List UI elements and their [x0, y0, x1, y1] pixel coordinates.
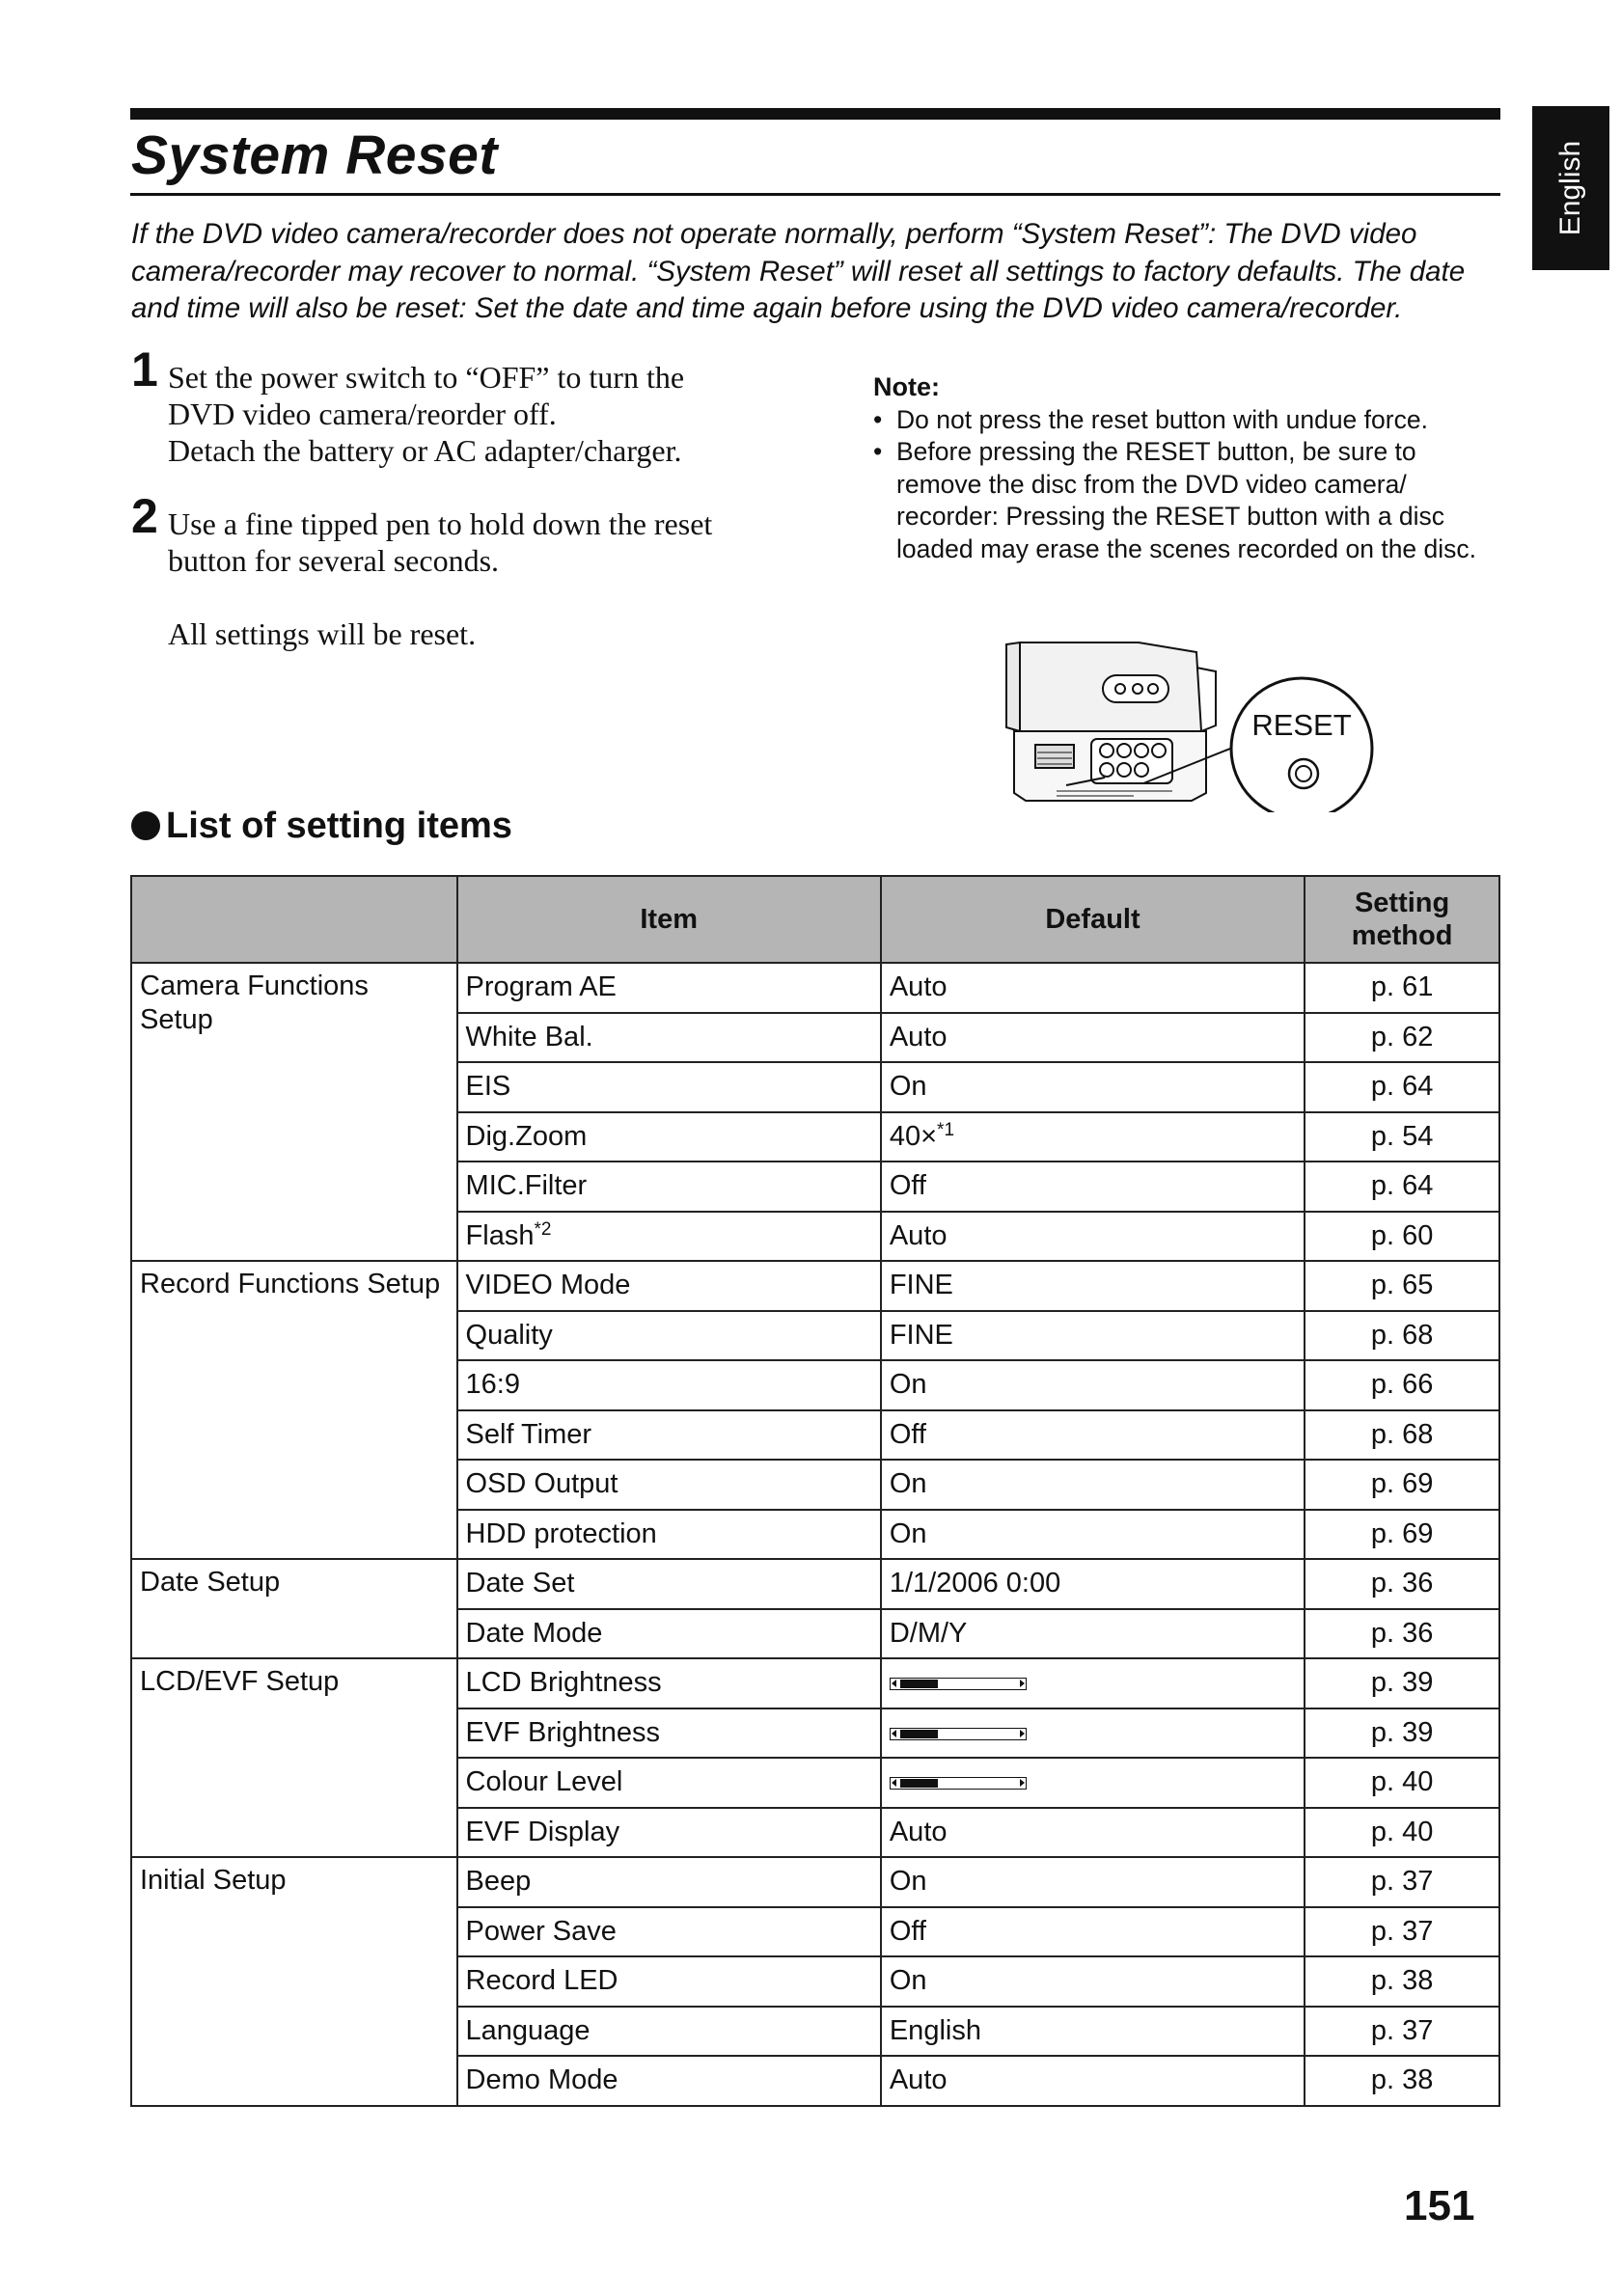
- default-value: 1/1/2006 0:00: [889, 1568, 1061, 1599]
- page-ref-cell: p. 36: [1305, 1559, 1499, 1609]
- default-cell: [881, 1311, 1305, 1361]
- page-ref-cell: p. 40: [1305, 1808, 1499, 1858]
- note-box: [873, 371, 1491, 565]
- item-label: LCD Brightness: [465, 1667, 662, 1699]
- column-header: Item: [457, 876, 881, 963]
- bullet-dot-icon: [131, 811, 160, 840]
- page-ref-cell: p. 64: [1305, 1062, 1499, 1112]
- default-value: English: [889, 2014, 981, 2046]
- item-label: HDD protection: [465, 1517, 657, 1549]
- reset-callout-circle: [1231, 678, 1372, 812]
- step-number: 2: [131, 489, 158, 543]
- item-cell: [457, 1162, 881, 1212]
- page-ref-cell: p. 68: [1305, 1311, 1499, 1361]
- page-ref-cell: p. 37: [1305, 1907, 1499, 1957]
- default-cell: [881, 1758, 1305, 1808]
- default-cell: [881, 1956, 1305, 2007]
- item-label: Colour Level: [465, 1766, 623, 1798]
- step-text-line: Set the power switch to “OFF” to turn the: [168, 360, 685, 395]
- default-cell: [881, 1410, 1305, 1461]
- language-tab-label: English: [1554, 140, 1586, 236]
- bar-right-arrow-icon: [1020, 1779, 1025, 1787]
- item-cell: [457, 1212, 881, 1262]
- section-heading: [131, 806, 512, 847]
- default-value: D/M/Y: [889, 1617, 968, 1649]
- default-value: Auto: [889, 1219, 948, 1251]
- item-cell: [457, 1907, 881, 1957]
- default-cell: [881, 2056, 1305, 2106]
- language-tab: [1532, 106, 1609, 270]
- bar-left-arrow-icon: [892, 1730, 896, 1737]
- item-label: Record LED: [465, 1965, 618, 1997]
- default-value: Auto: [889, 1816, 948, 1847]
- table-row: [131, 1261, 1499, 1311]
- item-cell: [457, 1510, 881, 1560]
- reset-callout-label: RESET: [1251, 708, 1352, 742]
- step-text-line: Use a fine tipped pen to hold down the reset: [168, 506, 713, 541]
- default-value: Off: [889, 1170, 926, 1202]
- default-cell: [881, 1062, 1305, 1112]
- page-ref-cell: p. 64: [1305, 1162, 1499, 1212]
- bar-right-arrow-icon: [1020, 1730, 1025, 1737]
- item-label: Flash: [465, 1219, 535, 1251]
- footnote-marker: *1: [937, 1119, 955, 1140]
- default-cell: [881, 1559, 1305, 1609]
- default-cell: [881, 1360, 1305, 1410]
- page-ref-cell: p. 54: [1305, 1112, 1499, 1162]
- settings-table: [130, 875, 1500, 2107]
- default-cell: [881, 963, 1305, 1013]
- step-number: 1: [131, 342, 158, 396]
- table-row: [131, 1658, 1499, 1708]
- section-title: List of setting items: [166, 806, 512, 846]
- bar-fill: [900, 1779, 939, 1788]
- item-cell: [457, 2007, 881, 2057]
- item-label: VIDEO Mode: [465, 1270, 631, 1301]
- default-value: Auto: [889, 1021, 948, 1052]
- item-label: 16:9: [465, 1369, 520, 1401]
- item-cell: [457, 1758, 881, 1808]
- level-bar-icon: [890, 1678, 1027, 1690]
- page-ref-cell: p. 66: [1305, 1360, 1499, 1410]
- item-cell: [457, 1559, 881, 1609]
- step-result: All settings will be reset.: [168, 616, 477, 651]
- step-text-line: button for several seconds.: [168, 543, 500, 578]
- default-cell: [881, 1013, 1305, 1063]
- default-value: 40×: [889, 1120, 938, 1152]
- page-ref-cell: p. 62: [1305, 1013, 1499, 1063]
- item-cell: [457, 1013, 881, 1063]
- item-label: Language: [465, 2014, 591, 2046]
- item-cell: [457, 1311, 881, 1361]
- item-cell: [457, 1410, 881, 1461]
- item-label: EVF Display: [465, 1816, 620, 1847]
- header-rule-thick: [130, 108, 1500, 120]
- step-text-line: DVD video camera/reorder off.: [168, 396, 557, 431]
- step-2: [131, 489, 807, 652]
- default-cell: [881, 1907, 1305, 1957]
- bar-right-arrow-icon: [1020, 1680, 1025, 1687]
- default-value: Auto: [889, 2064, 948, 2096]
- item-cell: [457, 1658, 881, 1708]
- column-header: [131, 876, 457, 963]
- page-ref-cell: p. 39: [1305, 1708, 1499, 1759]
- page-ref-cell: p. 36: [1305, 1609, 1499, 1659]
- default-value: Off: [889, 1418, 926, 1450]
- bar-fill: [900, 1730, 939, 1738]
- footnote-marker: *2: [534, 1218, 552, 1240]
- page-ref-cell: p. 38: [1305, 2056, 1499, 2106]
- item-label: Dig.Zoom: [465, 1120, 588, 1152]
- default-cell: [881, 1808, 1305, 1858]
- item-label: Self Timer: [465, 1418, 592, 1450]
- page-ref-cell: p. 65: [1305, 1261, 1499, 1311]
- default-value: On: [889, 1369, 927, 1401]
- default-value: On: [889, 1866, 927, 1898]
- page-ref-cell: p. 69: [1305, 1510, 1499, 1560]
- default-cell: [881, 1212, 1305, 1262]
- group-cell: Initial Setup: [131, 1857, 457, 2106]
- note-heading: Note:: [873, 372, 940, 401]
- note-item: • Before pressing the RESET button, be sure to remove the disc from the DVD video camera/ recorder: Pressing the RESET button with a disc loaded may erase the scenes recorded on the disc.: [873, 436, 1491, 565]
- item-cell: [457, 1956, 881, 2007]
- default-value: Off: [889, 1915, 926, 1947]
- bar-fill: [900, 1680, 939, 1688]
- item-label: EIS: [465, 1071, 511, 1103]
- page-ref-cell: p. 38: [1305, 1956, 1499, 2007]
- item-cell: [457, 2056, 881, 2106]
- group-cell: Record Functions Setup: [131, 1261, 457, 1559]
- default-cell: [881, 1857, 1305, 1907]
- group-cell: Camera Functions Setup: [131, 963, 457, 1261]
- page-ref-cell: p. 69: [1305, 1460, 1499, 1510]
- bar-left-arrow-icon: [892, 1680, 896, 1687]
- page-ref-cell: p. 37: [1305, 1857, 1499, 1907]
- default-cell: [881, 1609, 1305, 1659]
- default-value: FINE: [889, 1270, 953, 1301]
- step-1: [131, 342, 807, 469]
- default-cell: [881, 1510, 1305, 1560]
- default-value: On: [889, 1468, 927, 1500]
- page-ref-cell: p. 60: [1305, 1212, 1499, 1262]
- item-cell: [457, 1460, 881, 1510]
- table-row: [131, 1857, 1499, 1907]
- item-cell: [457, 1708, 881, 1759]
- default-value: On: [889, 1965, 927, 1997]
- title-underline: [130, 193, 1500, 196]
- item-cell: [457, 1261, 881, 1311]
- group-cell: LCD/EVF Setup: [131, 1658, 457, 1857]
- item-label: Power Save: [465, 1915, 617, 1947]
- column-header: Default: [881, 876, 1305, 963]
- item-label: MIC.Filter: [465, 1170, 588, 1202]
- page-number: 151: [1404, 2182, 1475, 2229]
- item-label: White Bal.: [465, 1021, 593, 1052]
- level-bar-icon: [890, 1728, 1027, 1740]
- camcorder-reset-illustration: [999, 639, 1375, 812]
- column-header: Setting method: [1305, 876, 1499, 963]
- default-value: On: [889, 1517, 927, 1549]
- default-cell: [881, 1261, 1305, 1311]
- default-cell: [881, 1460, 1305, 1510]
- item-label: Date Set: [465, 1568, 575, 1599]
- default-cell: [881, 1162, 1305, 1212]
- default-value: Auto: [889, 971, 948, 1003]
- table-header-row: [131, 876, 1499, 963]
- page-ref-cell: p. 68: [1305, 1410, 1499, 1461]
- item-label: Demo Mode: [465, 2064, 618, 2096]
- bar-left-arrow-icon: [892, 1779, 896, 1787]
- item-label: Quality: [465, 1319, 553, 1351]
- default-cell: [881, 1112, 1305, 1162]
- page-ref-cell: p. 37: [1305, 2007, 1499, 2057]
- item-cell: [457, 1112, 881, 1162]
- level-bar-icon: [890, 1777, 1027, 1790]
- item-cell: [457, 1360, 881, 1410]
- item-cell: [457, 1857, 881, 1907]
- item-label: OSD Output: [465, 1468, 618, 1500]
- table-row: [131, 1559, 1499, 1609]
- default-cell: [881, 1708, 1305, 1759]
- item-label: Beep: [465, 1866, 532, 1898]
- intro-paragraph: If the DVD video camera/recorder does not operate normally, perform “System Reset”: The DVD video camera/recorder may recover to normal. “System Reset” will reset all settings to factory defaults. The date and time will also be reset: Set the date and time again before using the DVD video camera/recorder.: [131, 218, 1466, 324]
- default-cell: [881, 1658, 1305, 1708]
- item-cell: [457, 1062, 881, 1112]
- page-ref-cell: p. 40: [1305, 1758, 1499, 1808]
- item-cell: [457, 1609, 881, 1659]
- default-value: FINE: [889, 1319, 953, 1351]
- item-cell: [457, 1808, 881, 1858]
- page-title: System Reset: [131, 124, 498, 186]
- step-text-line: Detach the battery or AC adapter/charger.: [168, 433, 682, 468]
- item-cell: [457, 963, 881, 1013]
- default-cell: [881, 2007, 1305, 2057]
- page-ref-cell: p. 39: [1305, 1658, 1499, 1708]
- table-row: [131, 963, 1499, 1013]
- item-label: EVF Brightness: [465, 1716, 661, 1748]
- page-ref-cell: p. 61: [1305, 963, 1499, 1013]
- note-item: • Do not press the reset button with undue force.: [873, 404, 1491, 437]
- item-label: Program AE: [465, 971, 617, 1003]
- default-value: On: [889, 1071, 927, 1103]
- item-label: Date Mode: [465, 1617, 603, 1649]
- group-cell: Date Setup: [131, 1559, 457, 1658]
